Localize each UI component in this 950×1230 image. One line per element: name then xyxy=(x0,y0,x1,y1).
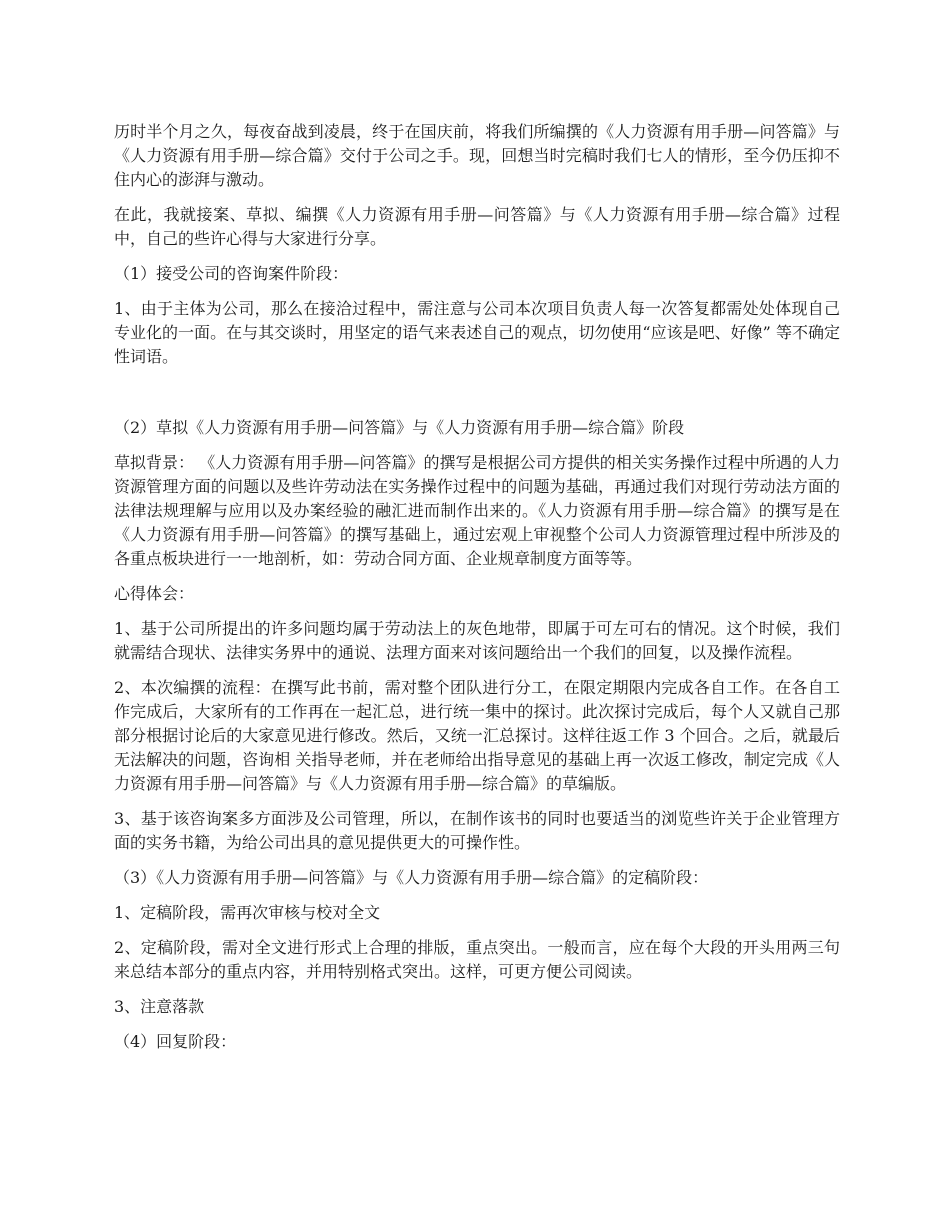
section-1-item-1: 1、由于主体为公司，那么在接洽过程中，需注意与公司本次项目负责人每一次答复都需处处体现自己专业化的一面。在与其交谈时，用坚定的语气来表述自己的观点，切勿使用“应该是吧、好像” 等不确定性词语。 xyxy=(114,299,840,366)
section-4-heading: （4）回复阶段： xyxy=(114,1032,237,1051)
document-body xyxy=(114,120,840,1065)
section-3-heading: （3）《人力资源有用手册—问答篇》与《人力资源有用手册—综合篇》的定稿阶段： xyxy=(114,868,709,887)
section-2-heading: （2）草拟《人力资源有用手册—问答篇》与《人力资源有用手册—综合篇》阶段 xyxy=(114,418,685,437)
experience-heading: 心得体会： xyxy=(114,584,195,603)
drafting-background-paragraph: 草拟背景： 《人力资源有用手册—问答篇》的撰写是根据公司方提供的相关实务操作过程中所遇的人力资源管理方面的问题以及些许劳动法在实务操作过程中的问题为基础，再通过我们对现行劳动法方面的法律法规理解与应用以及办案经验的融汇进而制作出来的。《人力资源有用手册—综合篇》的撰写是在《人力资源有用手册—问答篇》的撰写基础上，通过宏观上审视整个公司人力资源管理过程中所涉及的各重点板块进行一一地剖析，如：劳动合同方面、企业规章制度方面等等。 xyxy=(114,453,840,568)
intro-paragraph: 历时半个月之久，每夜奋战到凌晨，终于在国庆前，将我们所编撰的《人力资源有用手册—问答篇》与《人力资源有用手册—综合篇》交付于公司之手。现，回想当时完稿时我们七人的情形，至今仍压抑不住内心的澎湃与激动。 xyxy=(114,122,840,189)
section-3-item-1: 1、定稿阶段，需再次审核与校对全文 xyxy=(114,903,381,922)
experience-item-3: 3、基于该咨询案多方面涉及公司管理，所以，在制作该书的同时也要适当的浏览些许关于企业管理方面的实务书籍，为给公司出具的意见提供更大的可操作性。 xyxy=(114,809,840,852)
section-1-heading: （1）接受公司的咨询案件阶段： xyxy=(114,264,349,283)
experience-item-2: 2、本次编撰的流程：在撰写此书前，需对整个团队进行分工，在限定期限内完成各自工作。在各自工作完成后，大家所有的工作再在一起汇总，进行统一集中的探讨。此次探讨完成后，每个人又就自己那部分根据讨论后的大家意见进行修改。然后，又统一汇总探讨。这样往返工作 3 个回合。之后，就最后无法解决的问题，咨询相 关指导老师，并在老师给出指导意见的基础上再一次返工修改，制定完成《人力资源有用手册—问答篇》与《人力资源有用手册—综合篇》的草编版。 xyxy=(114,678,840,793)
blank-line xyxy=(114,380,840,416)
experience-item-1: 1、基于公司所提出的许多问题均属于劳动法上的灰色地带，即属于可左可右的情况。这个时候，我们就需结合现状、法律实务界中的通说、法理方面来对该问题给出一个我们的回复，以及操作流程。 xyxy=(114,619,840,662)
sharing-paragraph: 在此，我就接案、草拟、编撰《人力资源有用手册—问答篇》与《人力资源有用手册—综合篇》过程中，自己的些许心得与大家进行分享。 xyxy=(114,205,840,248)
section-3-item-2: 2、定稿阶段，需对全文进行形式上合理的排版，重点突出。一般而言，应在每个大段的开头用两三句来总结本部分的重点内容，并用特别格式突出。这样，可更方便公司阅读。 xyxy=(114,938,840,981)
section-3-item-3: 3、注意落款 xyxy=(114,997,205,1016)
